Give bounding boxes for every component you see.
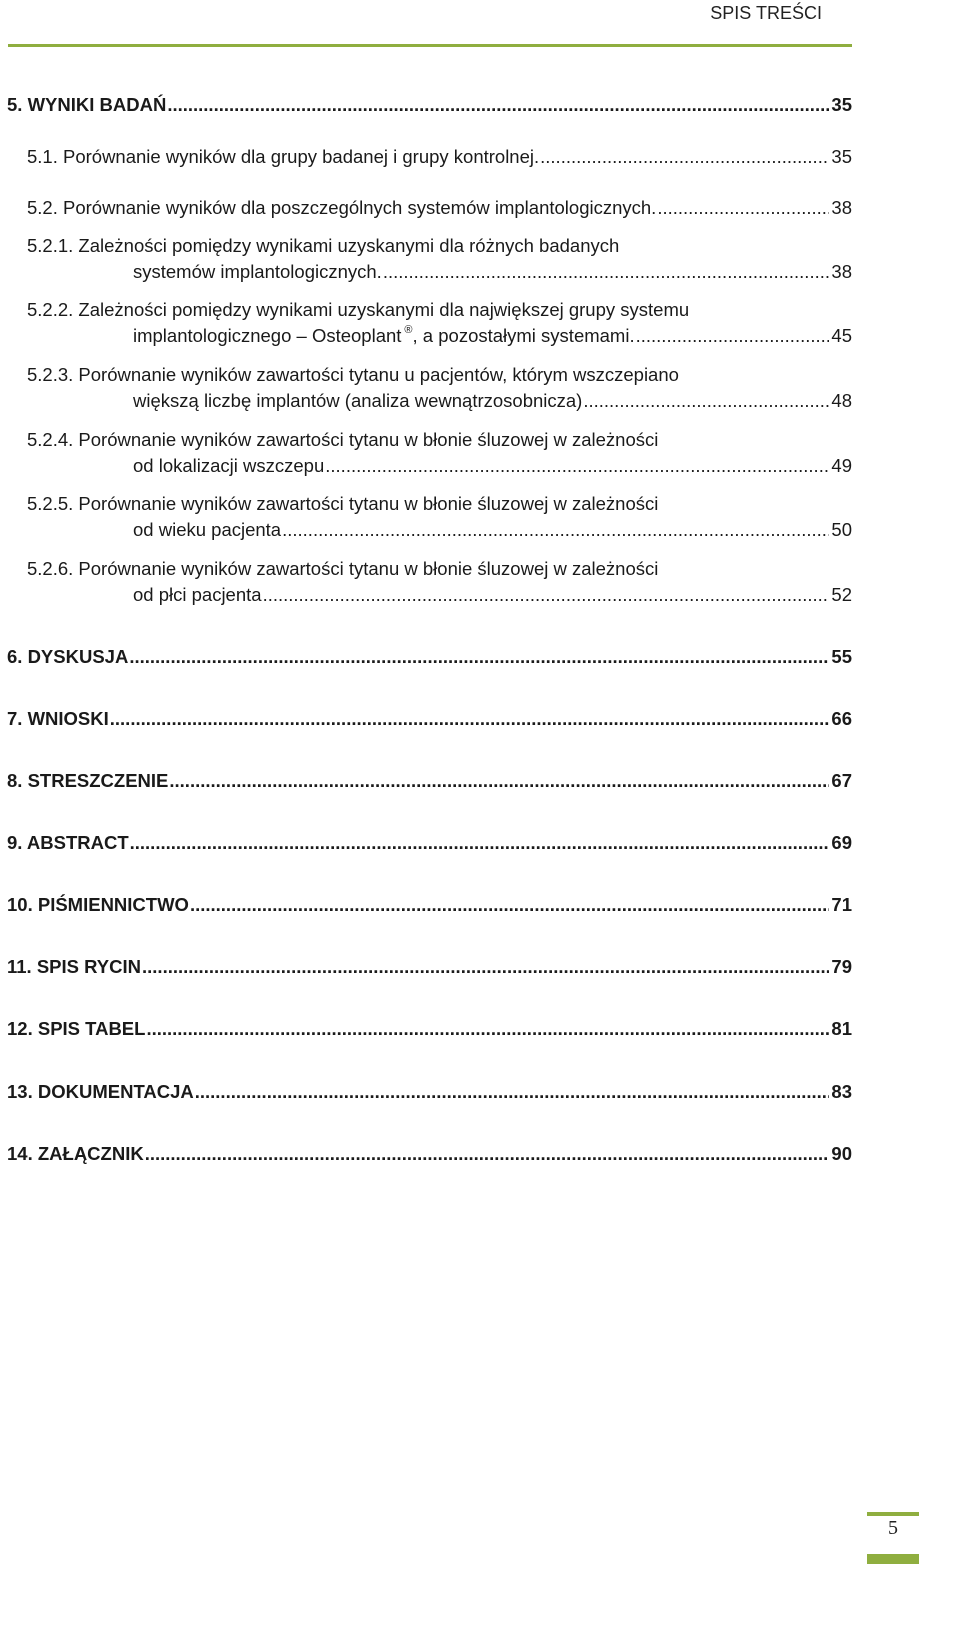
toc-entry-title: 11. SPIS RYCIN	[7, 956, 142, 977]
toc-entry-5-2-4[interactable]	[7, 427, 852, 479]
toc-entry-title: 12. SPIS TABEL	[7, 1018, 146, 1039]
toc-entry-title-line1: 5.2.1. Zależności pomiędzy wynikami uzyskanymi dla różnych badanych	[27, 235, 620, 256]
dot-leader	[195, 1079, 830, 1105]
toc-entry-title-line1: 5.2.2. Zależności pomiędzy wynikami uzyskanymi dla największej grupy systemu	[27, 299, 690, 320]
dot-leader	[146, 1016, 829, 1042]
dot-leader	[263, 582, 830, 608]
running-header-title: SPIS TREŚCI	[710, 3, 822, 23]
toc-entry-page: 50	[831, 519, 852, 540]
toc-entry-page: 83	[831, 1081, 852, 1102]
footer-divider-bottom	[867, 1554, 919, 1564]
toc-entry-page: 90	[831, 1143, 852, 1164]
toc-entry-page: 79	[831, 956, 852, 977]
header-divider	[8, 44, 852, 47]
toc-entry-page: 45	[831, 325, 852, 346]
toc-entry-title-line2a: implantologicznego – Osteoplant	[133, 325, 402, 346]
toc-entry-5-2-3[interactable]	[7, 362, 852, 414]
toc-entry-wyniki-badan[interactable]	[7, 92, 852, 118]
dot-leader	[130, 830, 830, 856]
toc-entry-title-line2	[133, 323, 635, 352]
toc-entry-page: 52	[831, 584, 852, 605]
toc-entry-5-1[interactable]	[7, 144, 852, 170]
toc-entry-title: 6. DYSKUSJA	[7, 646, 129, 667]
toc-entry-title: 10. PIŚMIENNICTWO	[7, 894, 189, 915]
toc-entry-title-line2: większą liczbę implantów (analiza wewnątrzosobnicza)	[133, 390, 583, 411]
dot-leader	[110, 706, 830, 732]
toc-entry-title-line1: 5.2.6. Porównanie wyników zawartości tytanu w błonie śluzowej w zależności	[27, 558, 659, 579]
toc-entry-page: 35	[831, 146, 852, 167]
registered-mark: ®	[404, 324, 413, 336]
dot-leader	[167, 92, 829, 118]
toc-entry-page: 35	[831, 94, 852, 115]
toc-entry-title-line2: od wieku pacjenta	[133, 519, 282, 540]
toc-entry-spis-rycin[interactable]	[7, 954, 852, 980]
toc-entry-dyskusja[interactable]	[7, 644, 852, 670]
toc-entry-page: 66	[831, 708, 852, 729]
toc-entry-page: 38	[831, 197, 852, 218]
toc-entry-page: 67	[831, 770, 852, 791]
toc-entry-title-line2: systemów implantologicznych.	[133, 261, 382, 282]
page-number: 5	[888, 1517, 898, 1539]
toc-entry-dokumentacja[interactable]	[7, 1079, 852, 1105]
toc-entry-5-2-6[interactable]	[7, 556, 852, 608]
toc-entry-spis-tabel[interactable]	[7, 1016, 852, 1042]
toc-entry-page: 55	[831, 646, 852, 667]
toc-entry-title-line2: od płci pacjenta	[133, 584, 262, 605]
toc-entry-abstract[interactable]	[7, 830, 852, 856]
toc-entry-title: 9. ABSTRACT	[7, 832, 129, 853]
toc-entry-5-2-1[interactable]	[7, 233, 852, 285]
toc-entry-5-2-2[interactable]	[7, 297, 852, 352]
dot-leader	[325, 453, 829, 479]
toc-entry-page: 71	[831, 894, 852, 915]
toc-entry-title-line1: 5.2.3. Porównanie wyników zawartości tytanu u pacjentów, którym wszczepiano	[27, 364, 679, 385]
dot-leader	[583, 388, 829, 414]
toc-entry-page: 81	[831, 1018, 852, 1039]
dot-leader	[169, 768, 829, 794]
toc-entry-wnioski[interactable]	[7, 706, 852, 732]
toc-entry-title-line2b: , a pozostałymi systemami.	[412, 325, 635, 346]
toc-entry-title: 5.1. Porównanie wyników dla grupy badanej i grupy kontrolnej.	[27, 146, 540, 167]
toc-entry-title-line2: od lokalizacji wszczepu	[133, 455, 325, 476]
toc-entry-zalacznik[interactable]	[7, 1141, 852, 1167]
toc-entry-title-line1: 5.2.5. Porównanie wyników zawartości tytanu w błonie śluzowej w zależności	[27, 493, 659, 514]
toc-entry-page: 69	[831, 832, 852, 853]
toc-entry-title: 14. ZAŁĄCZNIK	[7, 1143, 144, 1164]
dot-leader	[142, 954, 829, 980]
dot-leader	[190, 892, 829, 918]
dot-leader	[129, 644, 829, 670]
dot-leader	[282, 517, 829, 543]
toc-entry-page: 38	[831, 261, 852, 282]
toc-entry-page: 49	[831, 455, 852, 476]
dot-leader	[657, 195, 829, 221]
toc-entry-title: 8. STRESZCZENIE	[7, 770, 169, 791]
toc-entry-title: 7. WNIOSKI	[7, 708, 109, 729]
toc-entry-title: 5. WYNIKI BADAŃ	[7, 94, 167, 115]
dot-leader	[145, 1141, 830, 1167]
toc-entry-title: 13. DOKUMENTACJA	[7, 1081, 194, 1102]
toc-entry-5-2-5[interactable]	[7, 491, 852, 543]
footer-divider-top	[867, 1512, 919, 1516]
dot-leader	[540, 144, 829, 170]
toc-entry-page: 48	[831, 390, 852, 411]
dot-leader	[383, 259, 830, 285]
toc-entry-title-line1: 5.2.4. Porównanie wyników zawartości tytanu w błonie śluzowej w zależności	[27, 429, 659, 450]
toc-entry-5-2[interactable]	[7, 195, 852, 221]
toc-entry-streszczenie[interactable]	[7, 768, 852, 794]
toc-entry-pismiennictwo[interactable]	[7, 892, 852, 918]
toc-entry-title: 5.2. Porównanie wyników dla poszczególnych systemów implantologicznych.	[27, 197, 657, 218]
dot-leader	[636, 323, 830, 349]
